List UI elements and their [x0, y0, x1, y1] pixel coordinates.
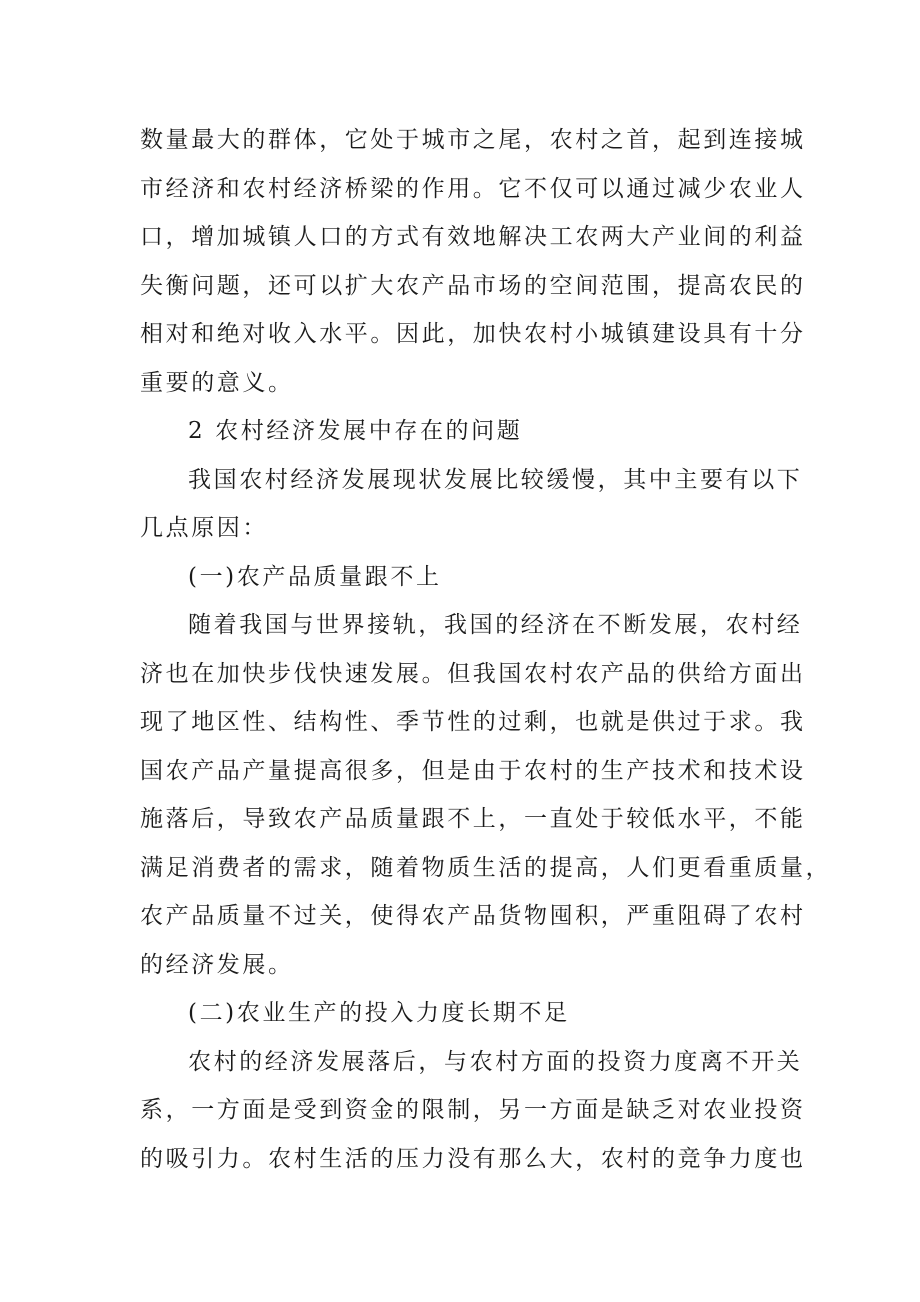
- document-body: [140, 116, 832, 1183]
- text-line: 重要的意义。: [140, 369, 294, 396]
- text-line: 现了地区性、结构性、季节性的过剩，也就是供过于求。我: [140, 709, 806, 735]
- text-line: 满足消费者的需求，随着物质生活的提高，人们更看重质量，: [140, 854, 832, 881]
- text-line: 农村的经济发展落后，与农村方面的投资力度离不开关: [188, 1048, 803, 1075]
- subsection-heading: (一)农产品质量跟不上: [188, 563, 442, 590]
- text-line: 相对和绝对收入水平。因此，加快农村小城镇建设具有十分: [140, 321, 806, 347]
- text-line: 失衡问题，还可以扩大农产品市场的空间范围，提高农民的: [140, 272, 806, 299]
- section-heading: 2 农村经济发展中存在的问题: [188, 418, 523, 444]
- text-line: 几点原因：: [140, 515, 268, 541]
- text-line: 国农产品产量提高很多，但是由于农村的生产技术和技术设: [140, 757, 806, 784]
- subsection-heading: (二)农业生产的投入力度长期不足: [188, 1000, 570, 1026]
- text-line: 数量最大的群体，它处于城市之尾，农村之首，起到连接城: [140, 127, 806, 153]
- text-line: 济也在加快步伐快速发展。但我国农村农产品的供给方面出: [140, 660, 806, 687]
- text-line: 的吸引力。农村生活的压力没有那么大，农村的竞争力度也: [140, 1145, 806, 1172]
- text-line: 口，增加城镇人口的方式有效地解决工农两大产业间的利益: [140, 224, 806, 250]
- text-line: 的经济发展。: [140, 951, 294, 978]
- text-line: 系，一方面是受到资金的限制，另一方面是缺乏对农业投资: [140, 1097, 806, 1123]
- text-line: 农产品质量不过关，使得农产品货物囤积，严重阻碍了农村: [140, 903, 806, 929]
- text-line: 随着我国与世界接轨，我国的经济在不断发展，农村经: [188, 612, 803, 638]
- text-line: 施落后，导致农产品质量跟不上，一直处于较低水平，不能: [140, 806, 806, 832]
- text-line: 市经济和农村经济桥梁的作用。它不仅可以通过减少农业人: [140, 175, 806, 202]
- text-line: 我国农村经济发展现状发展比较缓慢，其中主要有以下: [188, 466, 803, 493]
